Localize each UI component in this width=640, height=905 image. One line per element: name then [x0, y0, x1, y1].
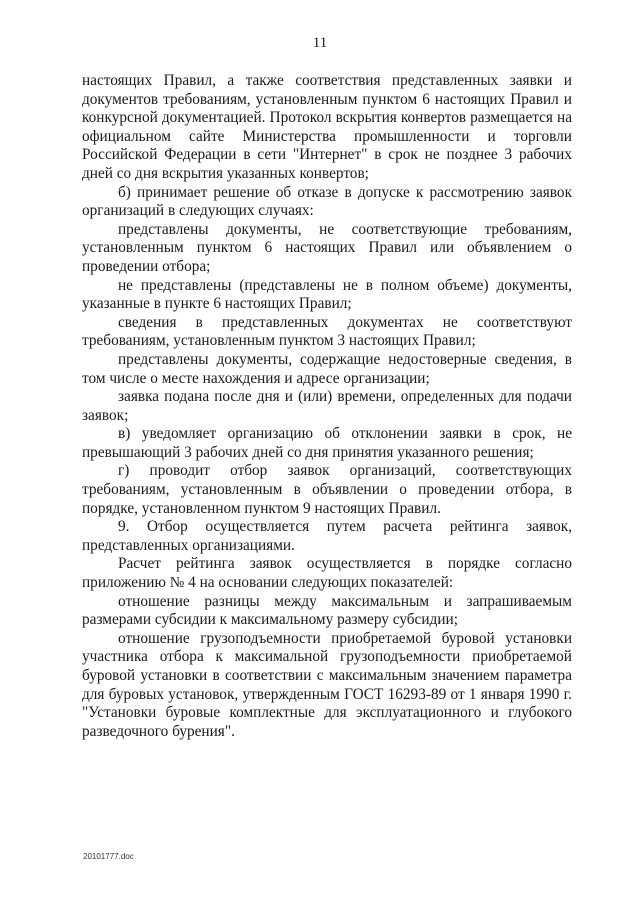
document-body [82, 72, 572, 741]
paragraph-11: Расчет рейтинга заявок осуществляется в порядке согласно приложению № 4 на основании следующих показателей: [82, 555, 572, 592]
paragraph-2: б) принимает решение об отказе в допуске к рассмотрению заявок организаций в следующих случаях: [82, 183, 572, 220]
paragraph-10: 9. Отбор осуществляется путем расчета рейтинга заявок, представленных организациями. [82, 518, 572, 554]
paragraph-8: в) уведомляет организацию об отклонении заявки в срок, не превышающий 3 рабочих дней со дня принятия указанного решения; [82, 425, 572, 461]
paragraph-7: заявка подана после дня и (или) времени, определенных для подачи заявок; [82, 388, 572, 424]
page-number: 11 [312, 35, 328, 51]
paragraph-13: отношение грузоподъемности приобретаемой буровой установки участника отбора к максимальной грузоподъемности приобретаемой буровой установки в соответствии с максимальным значением параметра для буровых установок, утвержденным ГОСТ 16293-89 от 1 января 1990 г. "Установки буровые комплектные для эксплуатационного и глубокого разведочного бурения". [82, 629, 572, 740]
paragraph-1: настоящих Правил, а также соответствия представленных заявки и документов требованиям, установленным пунктом 6 настоящих Правил и конкурсной документацией. Протокол вскрытия конвертов размещается на официальном сайте Министерства промышленности и торговли Российской Федерации в сети "Интернет" в срок не позднее 3 рабочих дней со дня вскрытия указанных конвертов; [82, 72, 572, 182]
paragraph-9: г) проводит отбор заявок организаций, соответствующих требованиям, установленным в объявлении о проведении отбора, в порядке, установленном пунктом 9 настоящих Правил. [82, 462, 572, 517]
paragraph-3: представлены документы, не соответствующие требованиям, установленным пунктом 6 настоящих Правил или объявлением о проведении отбора; [82, 220, 572, 275]
footer-doc-id: 20101777.doc [83, 852, 134, 861]
paragraph-4: не представлены (представлены не в полном объеме) документы, указанные в пункте 6 настоящих Правил; [82, 276, 572, 313]
paragraph-6: представлены документы, содержащие недостоверные сведения, в том числе о месте нахождения и адресе организации; [82, 350, 572, 387]
paragraph-5: сведения в представленных документах не соответствуют требованиям, установленным пунктом 3 настоящих Правил; [82, 313, 572, 350]
paragraph-12: отношение разницы между максимальным и запрашиваемым размерами субсидии к максимальному размеру субсидии; [82, 592, 572, 629]
